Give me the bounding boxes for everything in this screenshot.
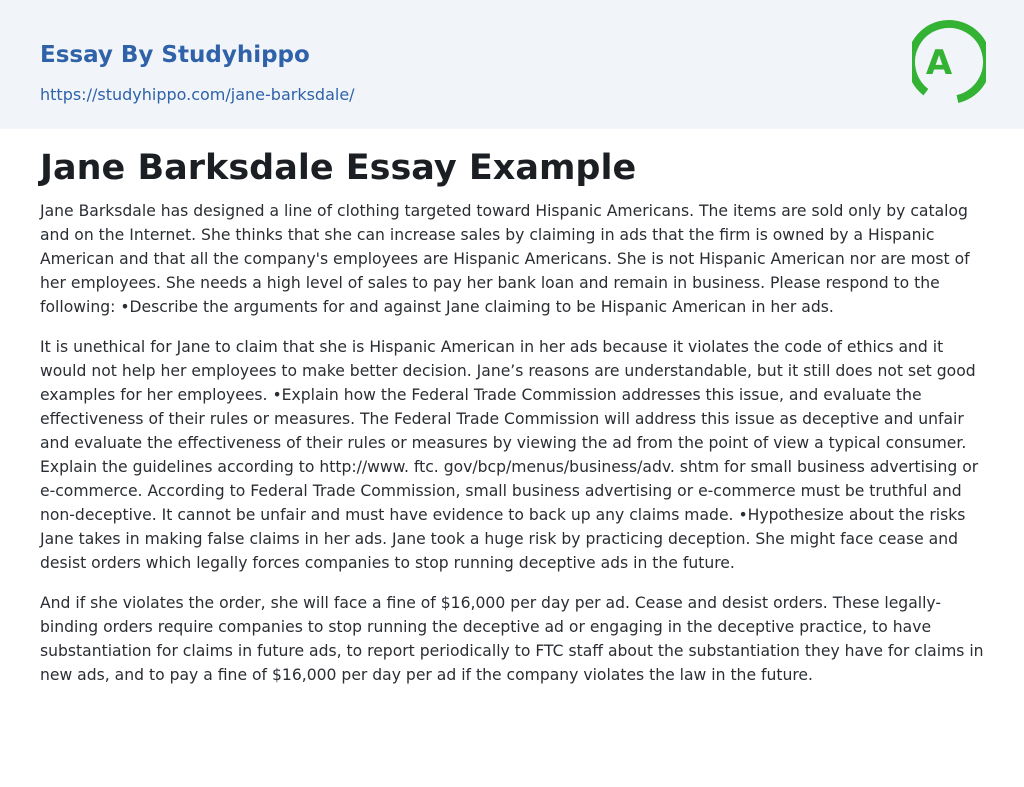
site-header [0, 0, 1024, 129]
essay-paragraph-1: Jane Barksdale has designed a line of clothing targeted toward Hispanic Americans. The items are sold only by catalog and on the Internet. She thinks that she can increase sales by claiming in ads that the firm is owned by a Hispanic American and that all the company's employees are Hispanic Americans. She is not Hispanic American nor are most of her employees. She needs a high level of sales to pay her bank loan and remain in business. Please respond to the following: •Describe the arguments for and against Jane claiming to be Hispanic American in her ads. [40, 202, 970, 316]
page-title: Jane Barksdale Essay Example [40, 148, 637, 188]
studyhippo-logo-icon[interactable] [912, 19, 986, 105]
essay-paragraph-2: It is unethical for Jane to claim that she is Hispanic American in her ads because it violates the code of ethics and it would not help her employees to make better decision. Jane’s reasons are understandable, but it still does not set good examples for her employees. •Explain how the Federal Trade Commission addresses this issue, and evaluate the effectiveness of their rules or measures. The Federal Trade Commission will address this issue as deceptive and unfair and evaluate the effectiveness of their rules or measures by viewing the ad from the point of view a typical consumer. Explain the guidelines according to http://www. ftc. gov/bcp/menus/business/adv. shtm for small business advertising or e-commerce. According to Federal Trade Commission, small business advertising or e-commerce must be truthful and non-deceptive. It cannot be unfair and must have evidence to back up any claims made. •Hypothesize about the risks Jane takes in making false claims in her ads. Jane took a huge risk by practicing deception. She might face cease and desist orders which legally forces companies to stop running deceptive ads in the future. [40, 338, 979, 572]
essay-paragraph-3: And if she violates the order, she will face a fine of $16,000 per day per ad. Cease and desist orders. These legally-binding orders require companies to stop running the deceptive ad or engaging in the deceptive practice, to have substantiation for claims in future ads, to report periodically to FTC staff about the substantiation they have for claims in new ads, and to pay a fine of $16,000 per day per ad if the company violates the law in the future. [40, 594, 984, 684]
logo-letter: A [925, 43, 953, 83]
site-brand[interactable]: Essay By Studyhippo [40, 42, 310, 68]
essay-content [40, 144, 990, 703]
source-url-link[interactable]: https://studyhippo.com/jane-barksdale/ [40, 85, 355, 104]
